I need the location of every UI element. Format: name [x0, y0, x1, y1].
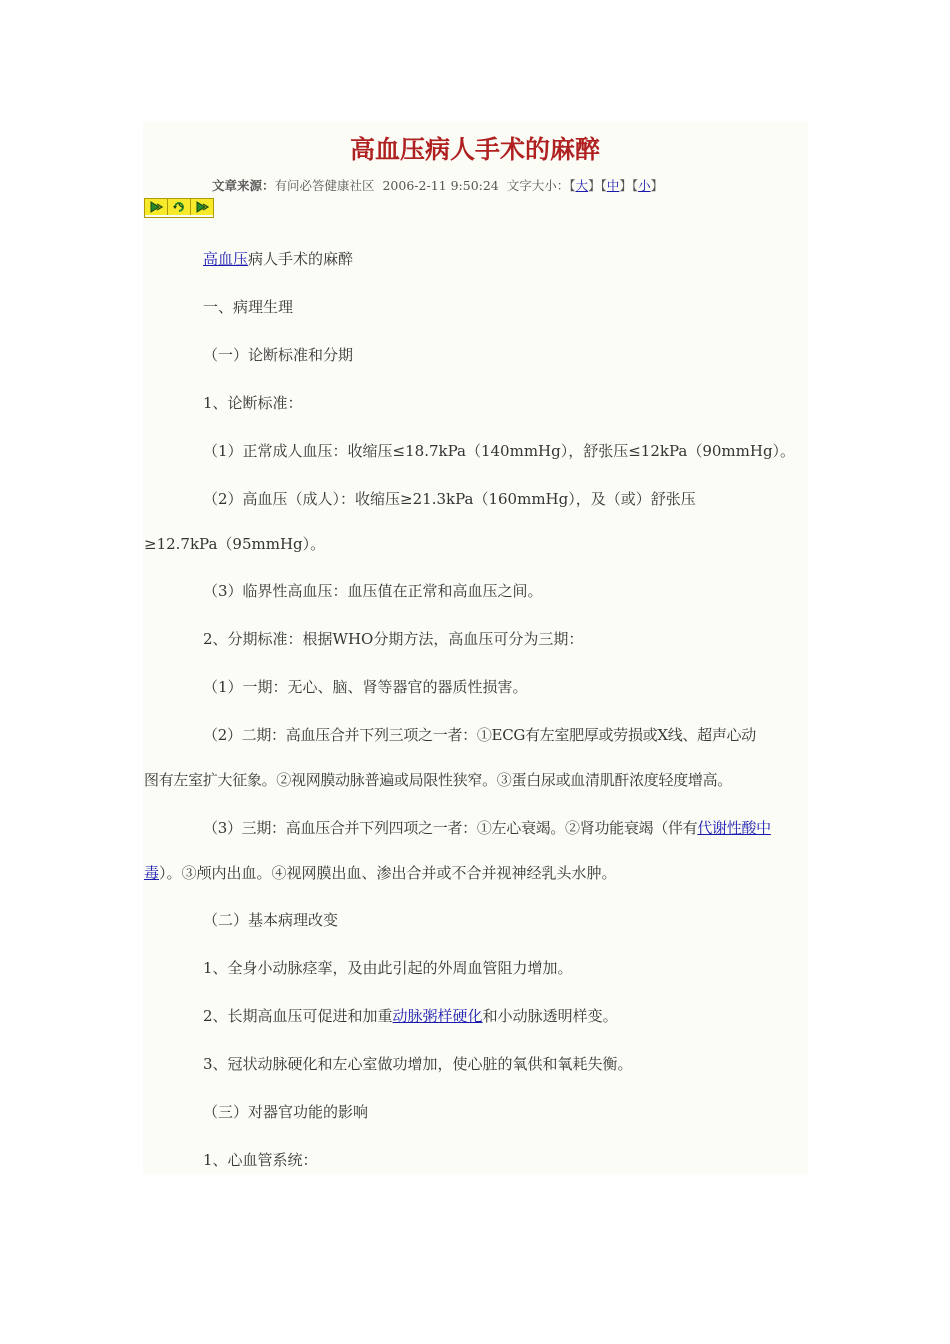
paragraph: （1）一期：无心、脑、肾等器官的器质性损害。: [203, 678, 528, 696]
font-size-large-link[interactable]: 大: [575, 178, 589, 193]
meta-label: 文章来源：: [212, 178, 275, 193]
bracket: 【: [600, 178, 607, 193]
metabolic-acidosis-link[interactable]: 毒: [144, 864, 160, 882]
paragraph: 1、论断标准：: [203, 394, 303, 412]
article-meta: [212, 176, 663, 196]
paragraph: ≥12.7kPa（95mmHg）。: [144, 535, 326, 553]
font-size-small-link[interactable]: 小: [638, 178, 651, 193]
paragraph: 3、冠状动脉硬化和左心室做功增加，使心脏的氧供和氧耗失衡。: [203, 1055, 633, 1073]
paragraph: [203, 249, 353, 269]
paragraph-text: （3）三期：高血压合并下列四项之一者：①左心衰竭。②肾功能衰竭（伴有: [203, 819, 698, 837]
paragraph-text: 病人手术的麻醉: [248, 250, 354, 268]
green-arrow-icon[interactable]: [145, 199, 168, 215]
paragraph: [203, 1006, 618, 1026]
paragraph-text: ）。③颅内出血。④视网膜出血、渗出合并或不合并视神经乳头水肿。: [159, 864, 617, 882]
subsection-heading: （一）论断标准和分期: [203, 346, 354, 364]
paragraph: 1、全身小动脉痉挛，及由此引起的外周血管阻力增加。: [203, 959, 573, 977]
green-arrow-icon[interactable]: [191, 199, 213, 215]
section-heading: 一、病理生理: [203, 298, 294, 316]
page-title: 高血压病人手术的麻醉: [349, 135, 600, 164]
paragraph: 图有左室扩大征象。②视网膜动脉普遍或局限性狭窄。③蛋白尿或血清肌酐浓度轻度增高。: [144, 771, 733, 789]
paragraph: （3）临界性高血压：血压值在正常和高血压之间。: [203, 582, 543, 600]
paragraph: [203, 818, 771, 838]
toolbar-icons: [144, 198, 214, 218]
paragraph: 1、心血管系统：: [203, 1151, 318, 1169]
hypertension-link[interactable]: 高血压: [203, 250, 249, 268]
paragraph: （1）正常成人血压：收缩压≤18.7kPa（140mmHg），舒张压≤12kPa（90mmHg）。: [203, 442, 796, 460]
paragraph: （2）二期：高血压合并下列三项之一者：①ECG有左室肥厚或劳损或X线、超声心动: [203, 726, 756, 744]
bracket: 【: [569, 178, 576, 193]
atherosclerosis-link[interactable]: 动脉粥样硬化: [392, 1007, 483, 1025]
paragraph: [144, 863, 617, 883]
paragraph: （2）高血压（成人）：收缩压≥21.3kPa（160mmHg），及（或）舒张压: [203, 490, 696, 508]
bracket: 】: [619, 178, 632, 193]
meta-source: 有问必答健康社区: [274, 178, 375, 193]
font-size-medium-link[interactable]: 中: [606, 178, 620, 193]
paragraph: 2、分期标准：根据WHO分期方法，高血压可分为三期：: [203, 630, 584, 648]
bracket: 】: [588, 178, 601, 193]
font-size-label: 文字大小：: [506, 178, 570, 193]
refresh-icon[interactable]: [168, 199, 191, 215]
bracket: 】: [650, 178, 664, 193]
subsection-heading: （三）对器官功能的影响: [203, 1103, 369, 1121]
subsection-heading: （二）基本病理改变: [203, 911, 339, 929]
meta-date: 2006-2-11 9:50:24: [382, 178, 499, 193]
metabolic-acidosis-link[interactable]: 代谢性酸中: [697, 819, 771, 837]
bracket: 【: [631, 178, 639, 193]
paragraph-text: 和小动脉透明样变。: [482, 1007, 618, 1025]
paragraph-text: 2、长期高血压可促进和加重: [203, 1007, 393, 1025]
